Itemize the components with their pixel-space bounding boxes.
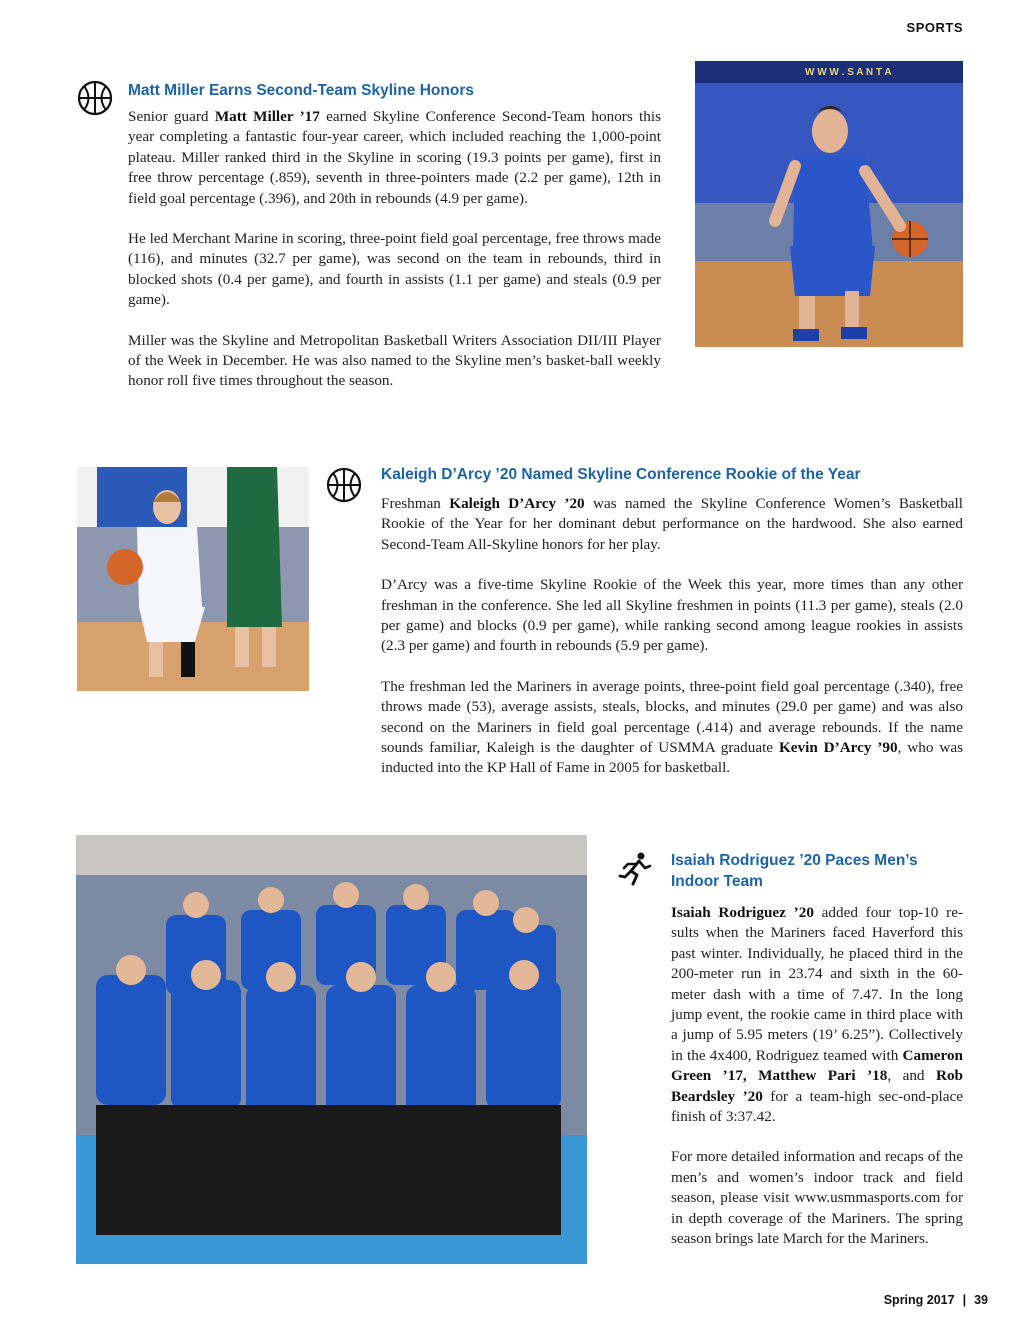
bold-name: Kevin D’Arcy ’90 [778, 739, 898, 757]
article-body [128, 107, 661, 392]
bold-name: Cameron Green ’17, Matthew Pari ’18 [671, 1046, 963, 1085]
issue-label: Spring 2017 [883, 1293, 955, 1307]
page-number: 39 [974, 1293, 988, 1307]
footer-separator: | [962, 1293, 967, 1307]
bold-name: Matt Miller ’17 [214, 108, 320, 125]
article-kaleigh-darcy [381, 464, 963, 799]
article-paragraph [128, 107, 661, 209]
mens-team-photo [76, 835, 587, 1264]
arena-banner: W W W . S A N T A [805, 67, 892, 78]
text-run: , and [887, 1067, 936, 1085]
section-tag: SPORTS [906, 20, 963, 35]
article-title: Kaleigh D’Arcy ’20 Named Skyline Conference Rookie of the Year [381, 466, 861, 483]
basketball-icon [77, 80, 113, 116]
article-paragraph [381, 575, 963, 657]
article-matt-miller [128, 80, 661, 412]
article-paragraph [128, 229, 661, 311]
bold-name: Isaiah Rodriguez ’20 [671, 904, 814, 921]
runner-icon [617, 851, 653, 887]
text-run: earned Skyline Conference Second-Team honors this year completing a fantastic four-year career, which included reaching the 1,000-point plateau. Miller ranked third in the Skyline in scoring (19.3 points per game), first in free throw percentage (.859), seventh in three-pointers made (2.2 per game), 12th in field goal percentage (.396), and 20th in rebounds (4.9 per game). [128, 108, 662, 207]
text-run: Miller was the Skyline and Metropolitan Basketball Writers Association DII/III Player of the Week in December. He was also named to the Skyline men’s basket-ball weekly honor roll five times throughout the season. [128, 331, 661, 390]
article-paragraph [128, 331, 661, 392]
text-run: For more detailed information and recaps of the men’s and women’s indoor track and field season, please visit www.usmmasports.com for in depth coverage of the Mariners. The spring season brings late March for the Mariners. [671, 1148, 963, 1248]
article-paragraph [671, 1147, 963, 1249]
matt-miller-photo [695, 61, 963, 347]
article-title: Isaiah Rodriguez ’20 Paces Men’s Indoor Team [671, 852, 918, 890]
article-title: Matt Miller Earns Second-Team Skyline Honors [128, 82, 474, 99]
article-paragraph [381, 677, 963, 779]
basketball-icon [326, 467, 362, 503]
page-footer [884, 1293, 988, 1307]
bold-name: Rob Beardsley ’20 [671, 1067, 963, 1105]
text-run: Freshman [381, 495, 450, 512]
text-run: He led Merchant Marine in scoring, three-point field goal percentage, free throws made (116), and minutes (32.7 per game), was second on the team in rebounds, third in blocked shots (0.4 per game), and fourth in assists (1.1 per game) and steals (0.9 per game). [128, 230, 661, 309]
article-paragraph [381, 494, 963, 555]
text-run: D’Arcy was a five-time Skyline Rookie of the Week this year, more times than any other freshman in the conference. She led all Skyline freshmen in points (11.3 per game), steals (2.0 per game) and blocks (0.9 per game), while ranking second among league rookies in assists (2.3 per game) and fourth in rebounds (5.9 per game). [381, 576, 963, 655]
text-run: Senior guard [128, 108, 215, 125]
text-run: for a team-high sec-ond-place finish of 3:37.42. [671, 1087, 963, 1126]
article-isaiah-rodriguez [671, 850, 963, 1270]
article-body [671, 903, 963, 1250]
text-run: , who was inducted into the KP Hall of Fame in 2005 for basketball. [381, 739, 963, 777]
text-run: added four top-10 re-sults when the Mariners faced Haverford this past winter. Individually, he placed third in the 200-meter run in 23.74 and sixth in the 60-meter dash with a time of 7.47. In the long jump event, the rookie came in third place with a jump of 5.95 meters (19’ 6.25”). Collectively in the 4x400, Rodriguez teamed with [671, 904, 963, 1064]
article-paragraph [671, 903, 963, 1127]
bold-name: Kaleigh D’Arcy ’20 [449, 495, 585, 512]
text-run: was named the Skyline Conference Women’s Basketball Rookie of the Year for her dominant debut performance on the hardwood. She also earned Second-Team All-Skyline honors for her play. [381, 495, 963, 553]
kaleigh-darcy-photo [77, 467, 309, 691]
article-body [381, 494, 963, 779]
text-run: The freshman led the Mariners in average points, three-point field goal percentage (.340), free throws made (53), average assists, steals, blocks, and minutes (29.0 per game) and was also second on the Mariners in field goal percentage (.414) and average rebounds. If the name sounds familiar, Kaleigh is the daughter of USMMA graduate [381, 677, 963, 757]
